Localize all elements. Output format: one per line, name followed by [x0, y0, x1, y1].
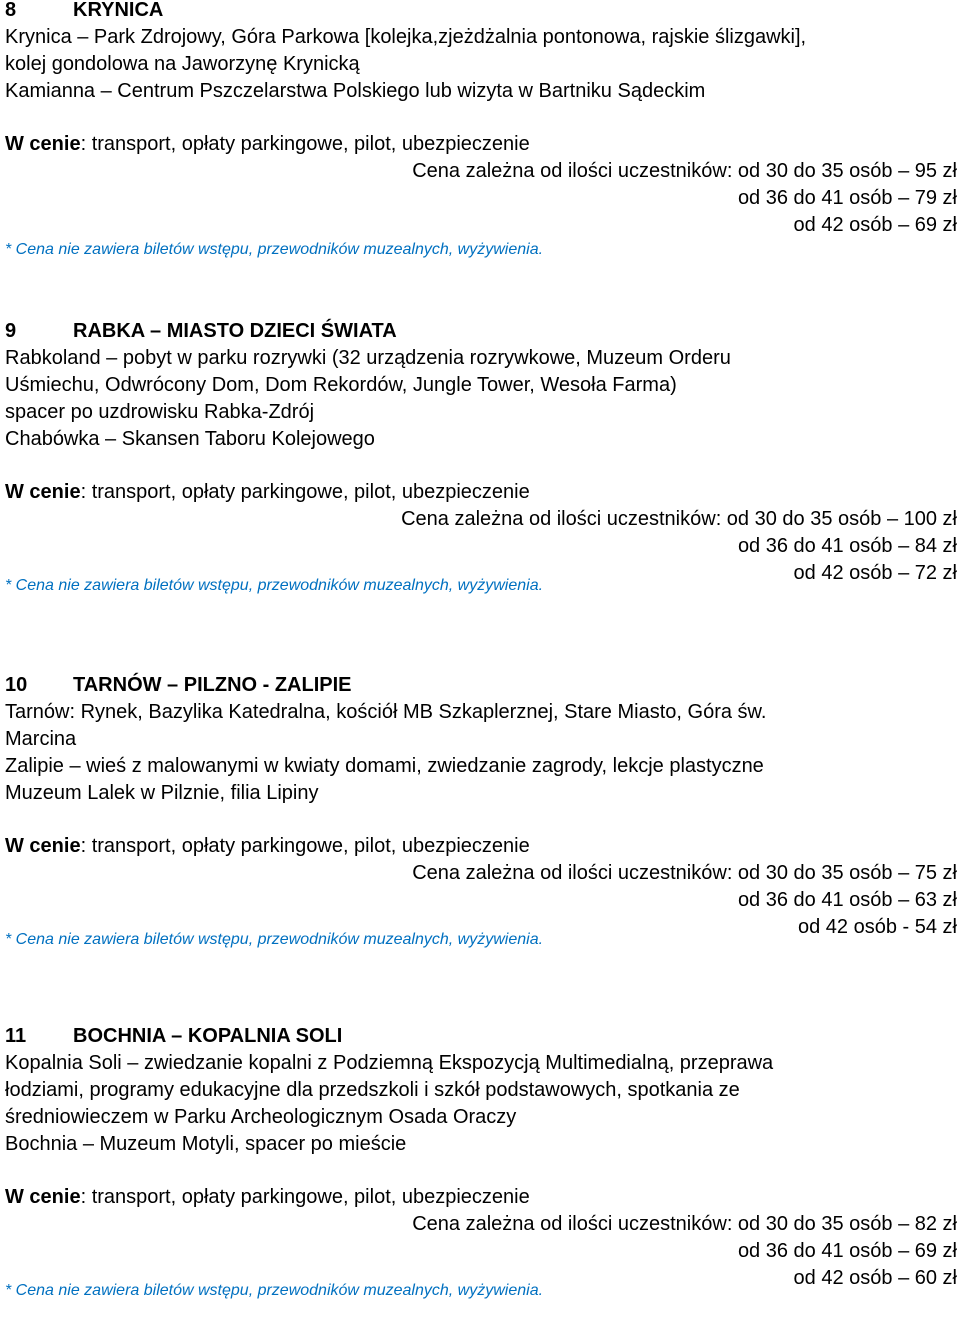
price-line: od 42 osób – 72 zł: [793, 562, 957, 584]
price-note: * Cena nie zawiera biletów wstępu, przewodników muzealnych, wyżywienia.: [5, 931, 544, 948]
included-label: W cenie: [5, 133, 81, 155]
price-line: od 36 do 41 osób – 69 zł: [737, 1240, 957, 1262]
section-heading: KRYNICA: [73, 0, 164, 21]
description-line: kolej gondolowa na Jaworzynę Krynicką: [5, 53, 360, 75]
section-number: 8: [5, 0, 17, 21]
price-note: * Cena nie zawiera biletów wstępu, przewodników muzealnych, wyżywienia.: [5, 241, 544, 258]
section-heading: TARNÓW – PILZNO - ZALIPIE: [73, 674, 352, 696]
description-line: Uśmiechu, Odwrócony Dom, Dom Rekordów, Jungle Tower, Wesoła Farma): [5, 374, 677, 396]
included-text: : transport, opłaty parkingowe, pilot, ubezpieczenie: [80, 1186, 530, 1208]
description-line: Zalipie – wieś z malowanymi w kwiaty domami, zwiedzanie zagrody, lekcje plastyczne: [5, 755, 764, 777]
included-line: [5, 131, 957, 158]
description-line: łodziami, programy edukacyjne dla przedszkoli i szkół podstawowych, spotkania ze: [5, 1079, 740, 1101]
price-line: od 42 osób - 54 zł: [798, 916, 957, 938]
description-line: Rabkoland – pobyt w parku rozrywki (32 urządzenia rozrywkowe, Muzeum Orderu: [5, 347, 731, 369]
included-label: W cenie: [5, 1186, 81, 1208]
included-label: W cenie: [5, 835, 81, 857]
description-line: średniowieczem w Parku Archeologicznym Osada Oraczy: [5, 1106, 517, 1128]
price-note: * Cena nie zawiera biletów wstępu, przewodników muzealnych, wyżywienia.: [5, 577, 544, 594]
included-line: [5, 479, 957, 506]
section-krynica: [5, 0, 957, 258]
section-title: [5, 672, 957, 699]
section-title: [5, 1023, 957, 1050]
price-line: Cena zależna od ilości uczestników: od 30 do 35 osób – 75 zł: [412, 862, 957, 884]
section-number: 11: [5, 1025, 27, 1047]
price-line: od 36 do 41 osób – 84 zł: [737, 535, 957, 557]
description-line: Bochnia – Muzeum Motyli, spacer po mieście: [5, 1133, 407, 1155]
section-heading: RABKA – MIASTO DZIECI ŚWIATA: [73, 320, 397, 342]
description-line: Kopalnia Soli – zwiedzanie kopalni z Podziemną Ekspozycją Multimedialną, przeprawa: [5, 1052, 774, 1074]
price-line: od 42 osób – 60 zł: [793, 1267, 957, 1289]
section-number: 10: [5, 674, 28, 696]
included-line: [5, 1184, 957, 1211]
included-text: : transport, opłaty parkingowe, pilot, ubezpieczenie: [80, 133, 530, 155]
included-text: : transport, opłaty parkingowe, pilot, ubezpieczenie: [80, 835, 530, 857]
price-line: od 36 do 41 osób – 63 zł: [737, 889, 957, 911]
section-bochnia: [5, 1023, 957, 1299]
section-tarnow: [5, 672, 957, 948]
description-line: Marcina: [5, 728, 77, 750]
description-line: spacer po uzdrowisku Rabka-Zdrój: [5, 401, 315, 423]
included-line: [5, 833, 957, 860]
price-note: * Cena nie zawiera biletów wstępu, przewodników muzealnych, wyżywienia.: [5, 1282, 544, 1299]
section-rabka: [5, 318, 957, 594]
description-line: Muzeum Lalek w Pilznie, filia Lipiny: [5, 782, 319, 804]
description-line: Tarnów: Rynek, Bazylika Katedralna, kościół MB Szkaplerznej, Stare Miasto, Góra św.: [5, 701, 767, 723]
section-title: [5, 318, 957, 345]
section-heading: BOCHNIA – KOPALNIA SOLI: [73, 1025, 343, 1047]
price-line: od 42 osób – 69 zł: [793, 214, 957, 236]
included-text: : transport, opłaty parkingowe, pilot, ubezpieczenie: [80, 481, 530, 503]
section-number: 9: [5, 320, 17, 342]
price-line: Cena zależna od ilości uczestników: od 30 do 35 osób – 82 zł: [412, 1213, 957, 1235]
price-line: od 36 do 41 osób – 79 zł: [737, 187, 957, 209]
description-line: Chabówka – Skansen Taboru Kolejowego: [5, 428, 375, 450]
description-line: Kamianna – Centrum Pszczelarstwa Polskiego lub wizyta w Bartniku Sądeckim: [5, 80, 706, 102]
section-title: [5, 0, 957, 24]
price-line: Cena zależna od ilości uczestników: od 30 do 35 osób – 95 zł: [412, 160, 957, 182]
included-label: W cenie: [5, 481, 81, 503]
description-line: Krynica – Park Zdrojowy, Góra Parkowa [kolejka,zjeżdżalnia pontonowa, rajskie ślizgawki],: [5, 26, 807, 48]
price-line: Cena zależna od ilości uczestników: od 30 do 35 osób – 100 zł: [401, 508, 957, 530]
